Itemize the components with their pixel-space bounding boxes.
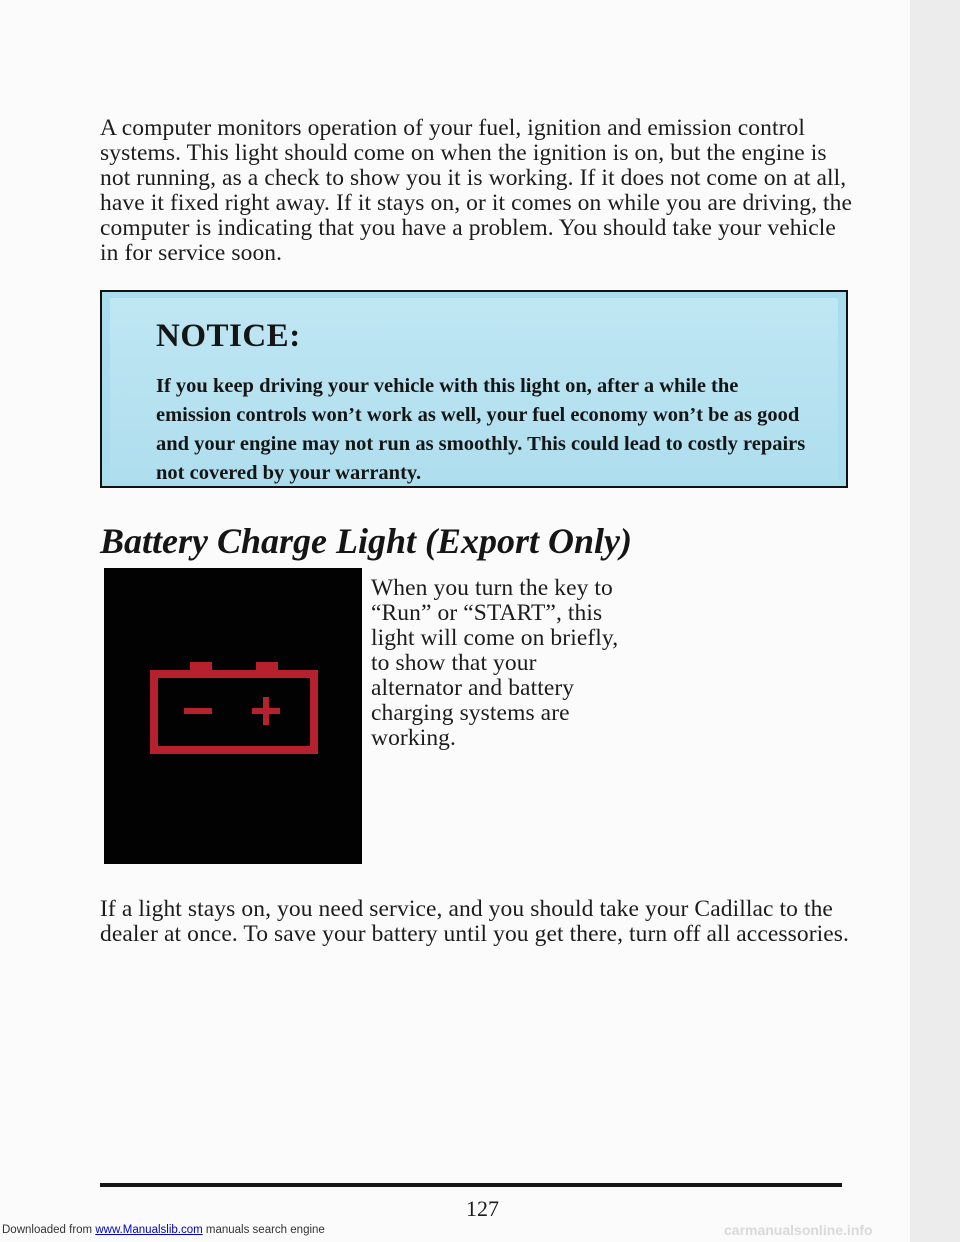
intro-paragraph: A computer monitors operation of your fuel, ignition and emission control systems. This light should come on when the ignition is on, but the engine is not running, as a check to show you it is working. If it does not come on at all, have it fixed right away. If it stays on, or it comes on while you are driving, the computer is indicating that you have a problem. You should take your vehicle in for service soon. xyxy=(100,115,853,266)
footer-prefix: Downloaded from xyxy=(2,1224,96,1236)
notice-panel xyxy=(110,298,838,484)
battery-light-description: When you turn the key to “Run” or “START”, this light will come on briefly, to show that your alternator and battery charging systems are working. xyxy=(371,575,619,751)
service-paragraph: If a light stays on, you need service, and you should take your Cadillac to the dealer at once. To save your battery until you get there, turn off all accessories. xyxy=(100,896,850,947)
notice-title: NOTICE: xyxy=(156,318,301,354)
notice-text: If you keep driving your vehicle with this light on, after a while the emission controls won’t work as well, your fuel economy won’t be as good and your engine may not run as smoothly. This could lead to costly repairs not covered by your warranty. xyxy=(156,375,806,484)
download-footer xyxy=(2,1224,325,1236)
manualslib-link[interactable]: www.Manualslib.com xyxy=(95,1224,203,1236)
footer-suffix: manuals search engine xyxy=(202,1224,325,1236)
section-heading: Battery Charge Light (Export Only) xyxy=(100,521,633,561)
battery-light-panel xyxy=(104,568,362,864)
watermark-text: carmanualsonline.info xyxy=(724,1222,873,1238)
footer-rule xyxy=(100,1183,842,1187)
battery-icon xyxy=(150,662,318,754)
page-number: 127 xyxy=(466,1196,499,1221)
page-margin-strip xyxy=(910,0,960,1242)
notice-box xyxy=(100,290,848,488)
